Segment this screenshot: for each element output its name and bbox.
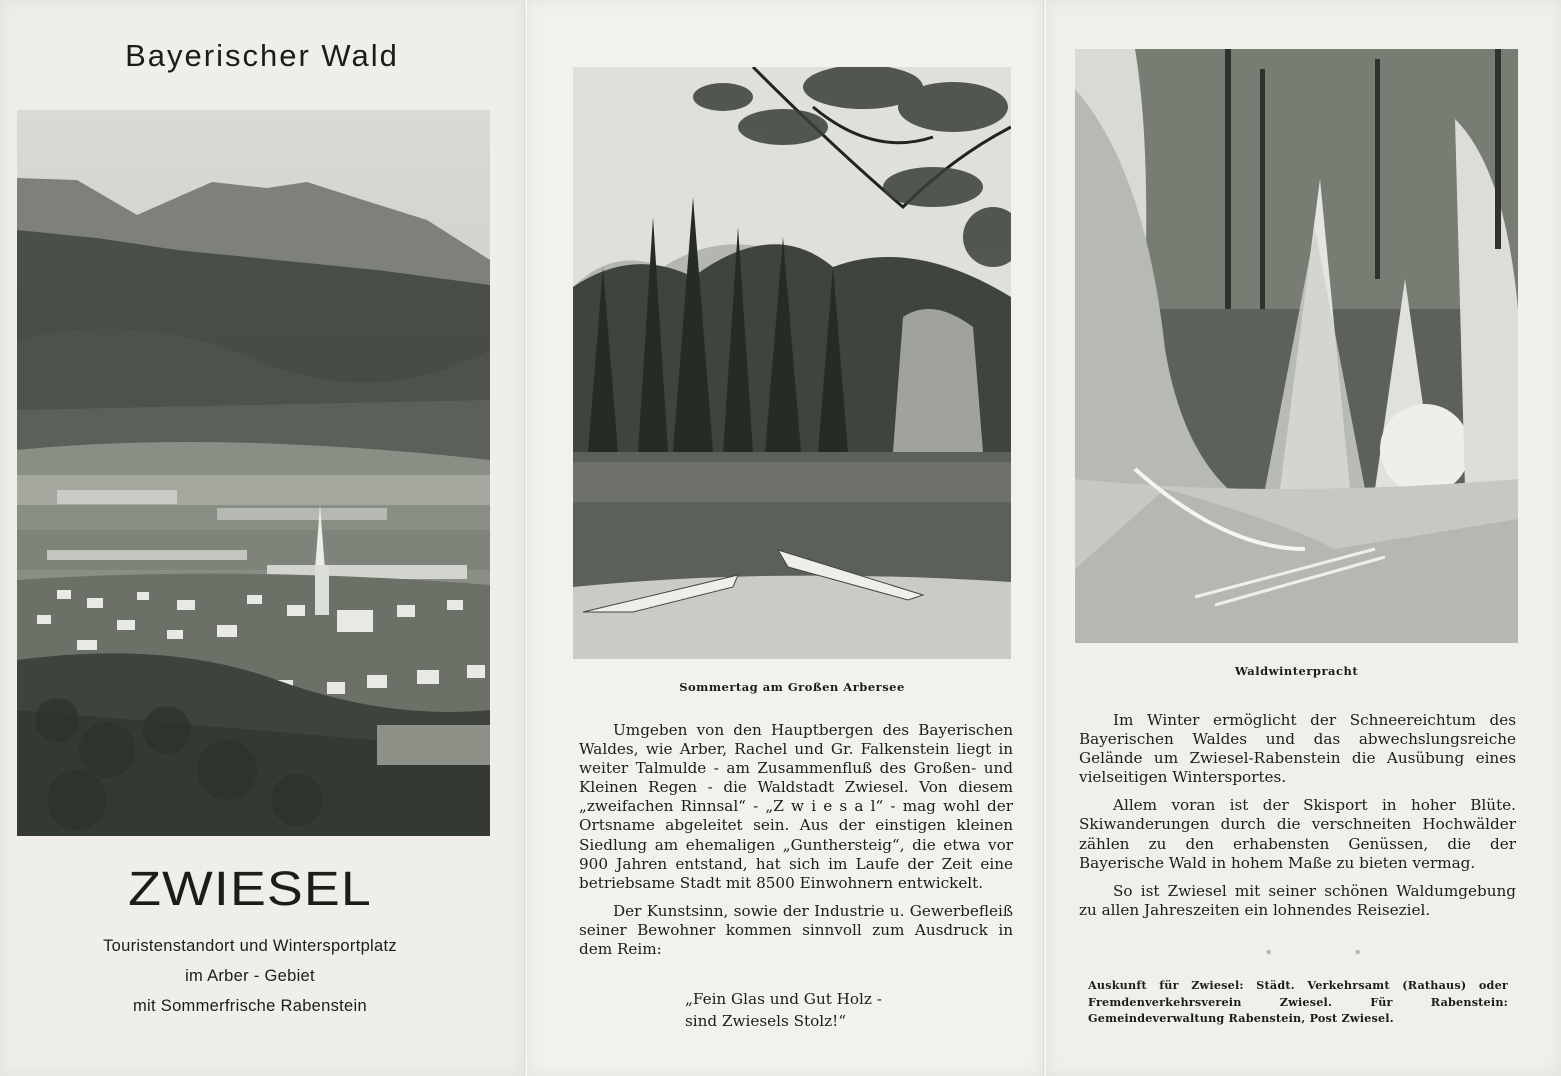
right-paragraph-1: Im Winter ermöglicht der Schneereichtum des Bayerischen Waldes und das abwechslungsreiche Gelände um Zwiesel-Rabenstein die Ausübung eines vielseitigen Wintersportes. xyxy=(1079,711,1516,787)
snowy-forest-photo xyxy=(1075,49,1518,643)
rhyme-quote xyxy=(685,988,882,1032)
subtitle-line-3: mit Sommerfrische Rabenstein xyxy=(133,997,367,1015)
middle-paragraph-2: Der Kunstsinn, sowie der Industrie u. Gewerbefleiß seiner Bewohner kommen sinnvoll zum Ausdruck in dem Reim: xyxy=(579,901,1013,959)
quote-line-1: „Fein Glas und Gut Holz - xyxy=(685,990,882,1008)
photo-caption: Waldwinterpracht xyxy=(1234,664,1359,678)
subtitle-line-2: im Arber - Gebiet xyxy=(185,967,315,985)
right-paragraph-2: Allem voran ist der Skisport in hoher Blüte. Skiwanderungen durch die verschneiten Hochwälder zählen zu den erhabensten Genüssen, die der Bayerische Wald in hohem Maße zu bieten vermag. xyxy=(1079,796,1516,872)
region-title: Bayerischer Wald xyxy=(125,38,399,73)
quote-line-2: sind Zwiesels Stolz!“ xyxy=(685,1012,847,1030)
separator-stars: * * xyxy=(1266,948,1401,961)
lake-boats-photo xyxy=(573,67,1011,659)
middle-panel xyxy=(527,0,1043,1076)
town-name: ZWIESEL xyxy=(128,863,372,916)
contact-info: Auskunft für Zwiesel: Städt. Verkehrsamt (Rathaus) oder Fremdenverkehrsverein Zwiesel. Für Rabenstein: Gemeindeverwaltung Rabenstein, Post Zwiesel. xyxy=(1088,978,1508,1025)
middle-body-text xyxy=(579,721,1013,968)
village-valley-photo xyxy=(17,110,490,836)
subtitle-line-1: Touristenstandort und Wintersportplatz xyxy=(103,937,397,955)
photo-caption: Sommertag am Großen Arbersee xyxy=(679,680,905,694)
right-paragraph-3: So ist Zwiesel mit seiner schönen Waldumgebung zu allen Jahreszeiten ein lohnendes Reiseziel. xyxy=(1079,881,1516,919)
cover-panel xyxy=(0,0,524,1076)
right-body-text xyxy=(1079,711,1516,929)
right-panel xyxy=(1046,0,1561,1076)
middle-paragraph-1: Umgeben von den Hauptbergen des Bayerischen Waldes, wie Arber, Rachel und Gr. Falkenstein liegt in weiter Talmulde - am Zusammenfluß des Großen- und Kleinen Regen - die Waldstadt Zwiesel. Von diesem „zweifachen Rinnsal“ - „Z w i e s a l“ - mag wohl der Ortsname abgeleitet sein. Aus der einstigen kleinen Siedlung am ehemaligen „Gunthersteig“, die etwa vor 900 Jahren entstand, hat sich im Laufe der Zeit eine betriebsame Stadt mit 8500 Einwohnern entwickelt. xyxy=(579,721,1013,892)
